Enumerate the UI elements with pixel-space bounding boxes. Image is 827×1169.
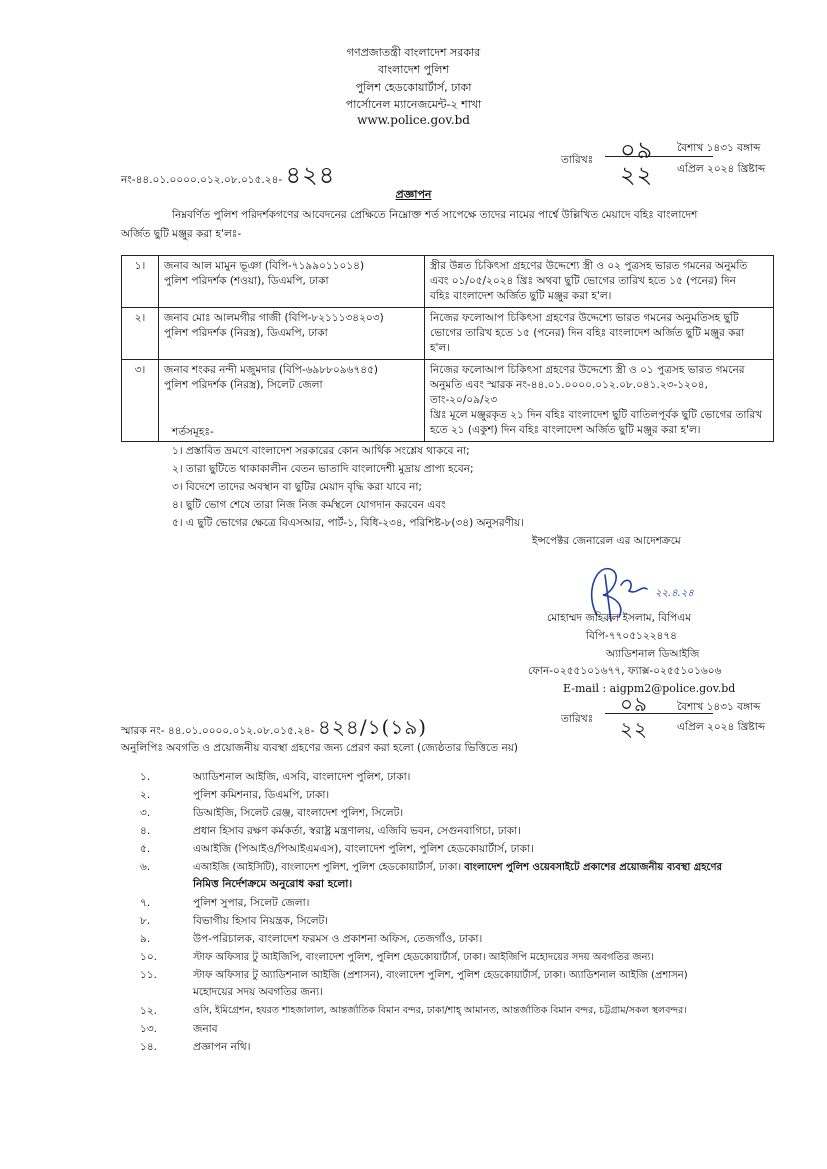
intro-line-2: অর্জিত ছুটি মঞ্জুর করা হ'লঃ-: [121, 228, 242, 240]
header-government: গণপ্রজাতন্ত্রী বাংলাদেশ সরকার: [346, 46, 481, 59]
detail-line: ভোগের তারিখ হতে ১৫ (পনের) দিন বহিঃ বাংলাদেশ অর্জিত ছুটি মঞ্জুর করা: [430, 327, 745, 339]
row-number: ৩।: [122, 360, 159, 442]
list-number: ১২.: [140, 1005, 157, 1017]
officer-name: জনাব মোঃ আলমগীর গাজী (বিপি-৮২১১১৩৪২০৩): [164, 312, 384, 324]
leave-detail-cell: [425, 256, 774, 308]
list-number: ৪.: [140, 825, 151, 837]
list-number: ৮.: [140, 915, 151, 927]
header-website: www.police.gov.bd: [357, 113, 470, 127]
signature-date: ২২.৪.২৪: [655, 588, 694, 599]
detail-line: বহিঃ বাংলাদেশ অর্জিত ছুটি মঞ্জুর করা হ'ল।: [430, 290, 612, 302]
list-text: বিভাগীয় হিসাব নিয়ন্ত্রক, সিলেট।: [193, 915, 329, 927]
list-text: অ্যাডিশনাল আইজি, এসবি, বাংলাদেশ পুলিশ, ঢাকা।: [193, 771, 411, 783]
list-text: প্রধান হিসাব রক্ষণ কর্মকর্তা, স্বরাষ্ট্র মন্ত্রণালয়, এজিবি ভবন, সেগুনবাগিচা, ঢাকা।: [193, 825, 521, 837]
table-row: [122, 256, 774, 308]
smarok-date-bn-handwritten: ০৯: [620, 692, 648, 716]
row-number: ২।: [122, 308, 159, 360]
officer-name: জনাব আল মামুন ভূঞা (বিপি-৭১৯৯০১১০১৪): [164, 260, 365, 272]
detail-line: খ্রিঃ মূলে মঞ্জুরকৃত ২১ দিন বহিঃ বাংলাদেশ ছুটি বাতিলপূর্বক ছুটি ভোগের তারিখ: [430, 409, 763, 421]
smarok-date-en-text: এপ্রিল ২০২৪ খ্রিষ্টাব্দ: [677, 721, 766, 733]
officer-designation: পুলিশ পরিদর্শক (নিরস্ত্র), ডিএমপি, ঢাকা: [164, 327, 328, 339]
condition-item: ৩। বিদেশে তাদের অবস্থান বা ছুটির মেয়াদ বৃদ্ধি করা যাবে না;: [172, 481, 422, 493]
header-section: পার্সোনেল ম্যানেজমেন্ট-২ শাখা: [345, 98, 482, 111]
memo-number-handwritten: ৪২৪: [285, 161, 336, 189]
memo-number-prefix: নং-৪৪.০১.০০০০.০১২.০৮.০১৫.২৪-: [121, 174, 283, 186]
signatory-email: E-mail : aigpm2@police.gov.bd: [563, 682, 736, 695]
date-bn-handwritten: ০৯: [620, 136, 654, 164]
officer-name: জনাব শংকর নন্দী মজুমদার (বিপি-৬৯৮৮০৯৬৭৪৫): [164, 364, 378, 376]
date-bn-text: বৈশাখ ১৪৩১ বঙ্গাব্দ: [677, 142, 761, 154]
document-title: প্রজ্ঞাপন: [395, 188, 432, 201]
smarok-date-en-handwritten: ২২: [620, 717, 649, 741]
signatory-name: মোহাম্মদ জহিরুল ইসলাম, বিপিএম: [547, 612, 692, 624]
list-number: ৩.: [140, 807, 151, 819]
list-number: ১.: [140, 771, 151, 783]
list-number: ১৪.: [140, 1041, 157, 1053]
leave-detail-cell: [425, 308, 774, 360]
list-text-continued: নিমিত্ত নির্দেশক্রমে অনুরোধ করা হলো।: [193, 878, 353, 890]
header-police: বাংলাদেশ পুলিশ: [378, 63, 449, 76]
date-label: তারিখঃ: [561, 154, 594, 166]
detail-line: স্ত্রীর উন্নত চিকিৎসা গ্রহণের উদ্দেশ্যে স্ত্রী ও ০২ পুত্রসহ ভারত গমনের অনুমতি: [430, 260, 748, 272]
signatory-phone: ফোন-০২৫৫১০১৬৭৭, ফ্যাক্স-০২৫৫১০১৬০৬: [528, 665, 722, 677]
date-en-text: এপ্রিল ২০২৪ খ্রিষ্টাব্দ: [677, 163, 766, 175]
list-text: জনাব: [193, 1023, 218, 1035]
list-text: পুলিশ সুপার, সিলেট জেলা।: [193, 897, 310, 909]
order-line: ইন্সপেক্টর জেনারেল এর আদেশক্রমে: [532, 535, 681, 547]
list-text-bold: বাংলাদেশ পুলিশ ওয়েবসাইটে প্রকাশের প্রয়োজনীয় ব্যবস্থা গ্রহণের: [464, 862, 723, 873]
condition-item: ৫। এ ছুটি ভোগের ক্ষেত্রে বিএসআর, পার্ট-১, বিধি-২৩৪, পরিশিষ্ট-৮(৩৪) অনুসরণীয়।: [172, 517, 524, 529]
leave-detail-cell: [425, 360, 774, 442]
list-text: উপ-পরিচালক, বাংলাদেশ ফরমস ও প্রকাশনা অফিস, তেজগাঁও, ঢাকা।: [193, 933, 483, 945]
list-number: ২.: [140, 789, 151, 801]
list-text-continued: মহোদয়ের সদয় অবগতির জন্য।: [193, 986, 323, 998]
list-text: স্টাফ অফিসার টু অ্যাডিশনাল আইজি (প্রশাসন), বাংলাদেশ পুলিশ, পুলিশ হেডকোয়ার্টার্স, ঢাকা। অ্যাডিশনাল আইজি (প্রশাসন): [193, 970, 688, 981]
list-text-plain: এআইজি (আইসিটি), বাংলাদেশ পুলিশ, পুলিশ হেডকোয়ার্টার্স, ঢাকা।: [193, 862, 465, 873]
copy-intro: অনুলিপিঃ অবগতি ও প্রয়োজনীয় ব্যবস্থা গ্রহণের জন্য প্রেরণ করা হলো (জ্যেষ্ঠতার ভিত্তিতে নয়): [121, 742, 519, 754]
list-number: ১৩.: [140, 1023, 157, 1035]
signatory-designation: অ্যাডিশনাল ডিআইজি: [606, 648, 700, 660]
list-text: [193, 860, 722, 877]
date-en-handwritten: ২২: [620, 161, 654, 189]
list-number: ১১.: [140, 969, 157, 981]
condition-item: ২। তারা ছুটিতে থাকাকালীন বেতন ভাতাদি বাংলাদেশী মুদ্রায় প্রাপ্য হবেন;: [172, 463, 474, 475]
smarok-number-handwritten: ৪২৪/১(১৯): [317, 715, 428, 739]
list-text: স্টাফ অফিসার টু আইজিপি, বাংলাদেশ পুলিশ, পুলিশ হেডকোয়ার্টার্স, ঢাকা। আইজিপি মহোদয়ের সদয় অবগতির জন্য।: [193, 952, 654, 963]
detail-line: হ'ল।: [430, 342, 450, 354]
smarok-date-label: তারিখঃ: [561, 713, 594, 725]
condition-item: ১। প্রস্তাবিত ভ্রমণে বাংলাদেশ সরকারের কোন আর্থিক সংশ্লেষ থাকবে না;: [172, 445, 470, 457]
conditions-title: শর্তসমূহঃ-: [172, 426, 214, 438]
officer-cell: [159, 256, 425, 308]
list-number: ৫.: [140, 843, 151, 855]
list-text: ওসি, ইমিগ্রেশন, হযরত শাহজালাল, আন্তর্জাতিক বিমান বন্দর, ঢাকা/শাহ্ আমানত, আন্তর্জাতিক বিমান বন্দর, চট্টগ্রাম/সকল স্থলবন্দর।: [193, 1005, 687, 1016]
list-number: ১০.: [140, 951, 157, 963]
table-row: [122, 308, 774, 360]
table-row: [122, 360, 774, 442]
row-number: ১।: [122, 256, 159, 308]
smarok-number-prefix: স্মারক নং- ৪৪.০১.০০০০.০১২.০৮.০১৫.২৪-: [121, 725, 315, 737]
list-text: পুলিশ কমিশনার, ডিএমপি, ঢাকা।: [193, 789, 330, 801]
header-hq: পুলিশ হেডকোয়ার্টার্স, ঢাকা: [355, 81, 472, 94]
officer-designation: পুলিশ পরিদর্শক (নিরস্ত্র), সিলেট জেলা: [164, 379, 323, 391]
detail-line: নিজের ফলোআপ চিকিৎসা গ্রহণের উদ্দেশ্যে ভারত গমনের অনুমতিসহ ছুটি: [430, 312, 739, 324]
officer-designation: পুলিশ পরিদর্শক (শওয়া), ডিএমপি, ঢাকা: [164, 275, 329, 287]
list-number: ৯.: [140, 933, 151, 945]
detail-line: হতে ২১ (একুশ) দিন বহিঃ বাংলাদেশ অর্জিত ছুটি মঞ্জুর করা হ'ল।: [430, 424, 701, 436]
condition-item: ৪। ছুটি ভোগ শেষে তারা নিজ নিজ কর্মস্থলে যোগদান করবেন এবং: [172, 499, 446, 511]
list-text: প্রজ্ঞাপন নথি।: [193, 1041, 251, 1053]
leave-table: [121, 255, 774, 442]
signatory-bp: বিপি-৭৭০৫১২২৪৭৪: [586, 630, 677, 642]
intro-line-1: নিম্নবর্ণিত পুলিশ পরিদর্শকগণের আবেদনের প্রেক্ষিতে নিম্নোক্ত শর্ত সাপেক্ষে তাদের নামের পার্শ্বে উল্লিখিত মেয়াদে বহিঃ বাংলাদেশ: [172, 209, 698, 221]
list-number: ৬.: [140, 861, 151, 873]
list-text: এআইজি (পিআইও/পিআইএমএস), বাংলাদেশ পুলিশ, পুলিশ হেডকোয়ার্টার্স, ঢাকা।: [193, 843, 534, 855]
smarok-date-bn-text: বৈশাখ ১৪৩১ বঙ্গাব্দ: [677, 701, 761, 713]
detail-line: এবং ০১/০৫/২০২৪ খ্রিঃ অথবা ছুটি ভোগের তারিখ হতে ১৫ (পনের) দিন: [430, 275, 736, 287]
detail-line: নিজের ফলোআপ চিকিৎসা গ্রহণের উদ্দেশ্যে স্ত্রী ও ০১ পুত্রসহ ভারত গমনের: [430, 364, 745, 376]
officer-cell: [159, 308, 425, 360]
list-text: ডিআইজি, সিলেট রেঞ্জ, বাংলাদেশ পুলিশ, সিলেট।: [193, 807, 404, 819]
detail-line: অনুমতি এবং স্মারক নং-৪৪.০১.০০০০.০১২.০৮.০৪১.২৩-১২০৪, তাং-২০/০৯/২৩: [430, 379, 708, 406]
list-number: ৭.: [140, 897, 151, 909]
